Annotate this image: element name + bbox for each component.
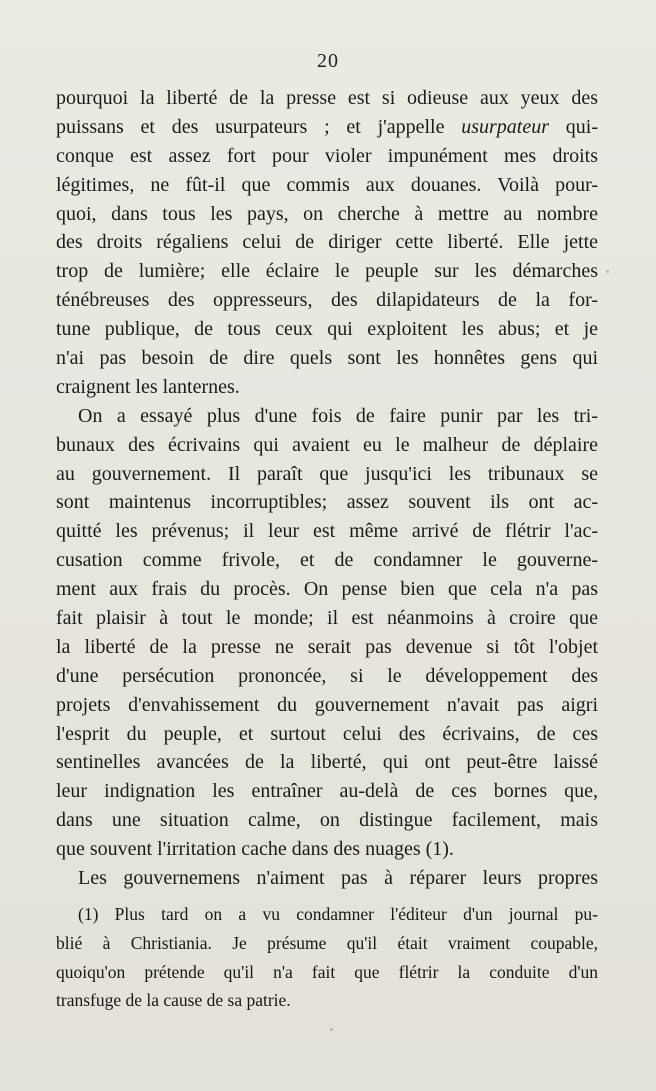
text-line: projets d'envahissement du gouvernement n'avait pas aigri [56, 693, 598, 716]
text-line: sentinelles avancées de la liberté, qui ont peut-être laissé [56, 751, 598, 774]
footnote-line: (1) Plus tard on a vu condamner l'éditeur d'un journal pu- [78, 904, 598, 924]
text-line: On a essayé plus d'une fois de faire punir par les tri- [78, 404, 598, 427]
text-line: puissans et des usurpateurs ; et j'appelle usurpateur qui- [56, 115, 598, 138]
text-line: légitimes, ne fût-il que commis aux douanes. Voilà pour- [56, 173, 598, 196]
text-line: ment aux frais du procès. On pense bien que cela n'a pas [56, 578, 598, 601]
text-line: au gouvernement. Il paraît que jusqu'ici les tribunaux se [56, 462, 598, 485]
text-line: tune publique, de tous ceux qui exploitent les abus; et je [56, 318, 598, 341]
text-line: ténébreuses des oppresseurs, des dilapidateurs de la for- [56, 289, 598, 312]
text-line: quitté les prévenus; il leur est même arrivé de flétrir l'ac- [56, 520, 598, 543]
text-line: craignent les lanternes. [56, 375, 240, 398]
text-line: des droits régaliens celui de diriger cette liberté. Elle jette [56, 231, 598, 254]
footnote-line: transfuge de la cause de sa patrie. [56, 990, 291, 1011]
text-line: pourquoi la liberté de la presse est si odieuse aux yeux des [56, 87, 598, 109]
text-line: l'esprit du peuple, et surtout celui des écrivains, de ces [56, 722, 598, 745]
text-line: sont maintenus incorruptibles; assez souvent ils ont ac- [56, 491, 598, 514]
body-text [56, 84, 598, 893]
emphasized-word: usurpateur [461, 115, 550, 138]
text-line: dans une situation calme, on distingue facilement, mais [56, 809, 598, 832]
text-line: conque est assez fort pour violer impunément mes droits [56, 144, 598, 167]
text-line: la liberté de la presse ne serait pas devenue si tôt l'objet [56, 635, 598, 658]
footnote [56, 900, 598, 1015]
text-line: cusation comme frivole, et de condamner le gouverne- [56, 549, 598, 572]
text-line: quoi, dans tous les pays, on cherche à mettre au nombre [56, 202, 598, 225]
footnote-line: blié à Christiania. Je présume qu'il était vraiment coupable, [56, 932, 598, 953]
paper-speck [330, 1028, 333, 1031]
text-line: Les gouvernemens n'aiment pas à réparer leurs propres [78, 867, 598, 890]
text-line: trop de lumière; elle éclaire le peuple sur les démarches [56, 260, 598, 283]
text-line: n'ai pas besoin de dire quels sont les honnêtes gens qui [56, 347, 598, 370]
text-line: fait plaisir à tout le monde; il est néanmoins à croire que [56, 607, 598, 630]
footnote-line: quoiqu'on prétende qu'il n'a fait que flétrir la conduite d'un [56, 961, 598, 982]
paper-speck [606, 270, 609, 273]
text-line: leur indignation les entraîner au-delà de ces bornes que, [56, 780, 598, 803]
page-number: 20 [317, 50, 339, 72]
text-line: d'une persécution prononcée, si le développement des [56, 664, 598, 687]
text-line: que souvent l'irritation cache dans des nuages (1). [56, 838, 454, 861]
text-line: bunaux des écrivains qui avaient eu le malheur de déplaire [56, 433, 598, 456]
